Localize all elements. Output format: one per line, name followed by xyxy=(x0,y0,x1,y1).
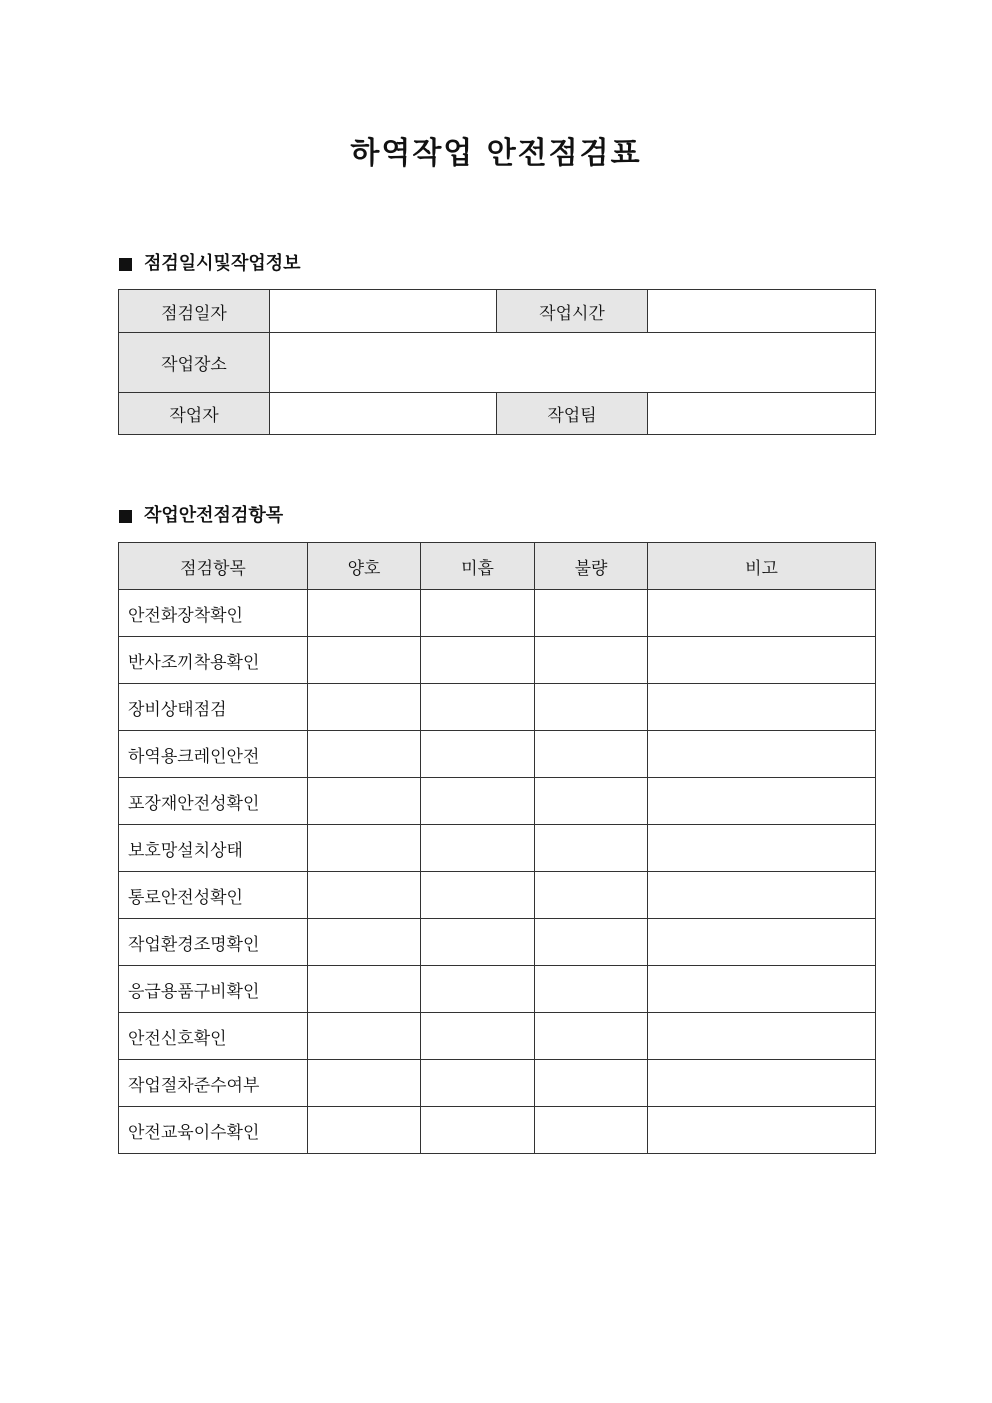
checklist-item-name: 안전신호확인 xyxy=(119,1013,308,1060)
column-header-poor: 미흡 xyxy=(421,543,535,590)
checklist-item-name: 작업환경조명확인 xyxy=(119,919,308,966)
table-row xyxy=(119,1060,876,1107)
note-cell[interactable] xyxy=(648,872,876,919)
table-row xyxy=(119,333,876,393)
poor-cell[interactable] xyxy=(421,590,535,637)
good-cell[interactable] xyxy=(308,1013,421,1060)
note-cell[interactable] xyxy=(648,919,876,966)
checklist-item-name: 작업절차준수여부 xyxy=(119,1060,308,1107)
checklist-item-name: 포장재안전성확인 xyxy=(119,778,308,825)
table-row xyxy=(119,637,876,684)
good-cell[interactable] xyxy=(308,778,421,825)
bad-cell[interactable] xyxy=(535,590,648,637)
table-row xyxy=(119,872,876,919)
checklist-item-name: 하역용크레인안전 xyxy=(119,731,308,778)
square-bullet-icon xyxy=(119,510,132,523)
checklist-item-name: 반사조끼착용확인 xyxy=(119,637,308,684)
poor-cell[interactable] xyxy=(421,778,535,825)
bad-cell[interactable] xyxy=(535,778,648,825)
square-bullet-icon xyxy=(119,258,132,271)
section-heading-work-info xyxy=(119,252,301,276)
note-cell[interactable] xyxy=(648,825,876,872)
section-heading-label: 작업안전점검항목 xyxy=(144,505,284,526)
table-row xyxy=(119,393,876,435)
poor-cell[interactable] xyxy=(421,731,535,778)
poor-cell[interactable] xyxy=(421,1013,535,1060)
good-cell[interactable] xyxy=(308,872,421,919)
location-label: 작업장소 xyxy=(119,333,270,393)
table-row xyxy=(119,778,876,825)
good-cell[interactable] xyxy=(308,684,421,731)
bad-cell[interactable] xyxy=(535,1107,648,1154)
table-row xyxy=(119,825,876,872)
good-cell[interactable] xyxy=(308,1060,421,1107)
poor-cell[interactable] xyxy=(421,1060,535,1107)
checklist-item-name: 응급용품구비확인 xyxy=(119,966,308,1013)
note-cell[interactable] xyxy=(648,778,876,825)
poor-cell[interactable] xyxy=(421,966,535,1013)
bad-cell[interactable] xyxy=(535,872,648,919)
table-header-row xyxy=(119,543,876,590)
poor-cell[interactable] xyxy=(421,684,535,731)
note-cell[interactable] xyxy=(648,637,876,684)
good-cell[interactable] xyxy=(308,731,421,778)
table-row xyxy=(119,590,876,637)
good-cell[interactable] xyxy=(308,637,421,684)
bad-cell[interactable] xyxy=(535,919,648,966)
table-row xyxy=(119,919,876,966)
table-row xyxy=(119,290,876,333)
bad-cell[interactable] xyxy=(535,825,648,872)
note-cell[interactable] xyxy=(648,966,876,1013)
bad-cell[interactable] xyxy=(535,684,648,731)
column-header-note: 비고 xyxy=(648,543,876,590)
time-field[interactable] xyxy=(648,290,876,333)
good-cell[interactable] xyxy=(308,1107,421,1154)
note-cell[interactable] xyxy=(648,1013,876,1060)
team-label: 작업팀 xyxy=(497,393,648,435)
worker-field[interactable] xyxy=(270,393,497,435)
location-field[interactable] xyxy=(270,333,876,393)
section-heading-label: 점검일시및작업정보 xyxy=(144,253,301,274)
good-cell[interactable] xyxy=(308,825,421,872)
bad-cell[interactable] xyxy=(535,637,648,684)
poor-cell[interactable] xyxy=(421,919,535,966)
bad-cell[interactable] xyxy=(535,1060,648,1107)
poor-cell[interactable] xyxy=(421,1107,535,1154)
poor-cell[interactable] xyxy=(421,872,535,919)
column-header-item: 점검항목 xyxy=(119,543,308,590)
checklist-item-name: 통로안전성확인 xyxy=(119,872,308,919)
poor-cell[interactable] xyxy=(421,637,535,684)
safety-checklist-table xyxy=(118,542,876,1154)
good-cell[interactable] xyxy=(308,590,421,637)
bad-cell[interactable] xyxy=(535,1013,648,1060)
note-cell[interactable] xyxy=(648,1060,876,1107)
table-row xyxy=(119,684,876,731)
bad-cell[interactable] xyxy=(535,731,648,778)
poor-cell[interactable] xyxy=(421,825,535,872)
time-label: 작업시간 xyxy=(497,290,648,333)
checklist-item-name: 안전교육이수확인 xyxy=(119,1107,308,1154)
table-row xyxy=(119,1107,876,1154)
checklist-item-name: 장비상태점검 xyxy=(119,684,308,731)
note-cell[interactable] xyxy=(648,684,876,731)
worker-label: 작업자 xyxy=(119,393,270,435)
note-cell[interactable] xyxy=(648,731,876,778)
good-cell[interactable] xyxy=(308,966,421,1013)
column-header-good: 양호 xyxy=(308,543,421,590)
team-field[interactable] xyxy=(648,393,876,435)
document-title: 하역작업 안전점검표 xyxy=(350,136,642,171)
table-row xyxy=(119,966,876,1013)
column-header-bad: 불량 xyxy=(535,543,648,590)
note-cell[interactable] xyxy=(648,590,876,637)
date-label: 점검일자 xyxy=(119,290,270,333)
bad-cell[interactable] xyxy=(535,966,648,1013)
work-info-table xyxy=(118,289,876,435)
table-row xyxy=(119,1013,876,1060)
section-heading-checklist xyxy=(119,504,283,528)
note-cell[interactable] xyxy=(648,1107,876,1154)
checklist-item-name: 안전화장착확인 xyxy=(119,590,308,637)
checklist-item-name: 보호망설치상태 xyxy=(119,825,308,872)
table-row xyxy=(119,731,876,778)
date-field[interactable] xyxy=(270,290,497,333)
good-cell[interactable] xyxy=(308,919,421,966)
